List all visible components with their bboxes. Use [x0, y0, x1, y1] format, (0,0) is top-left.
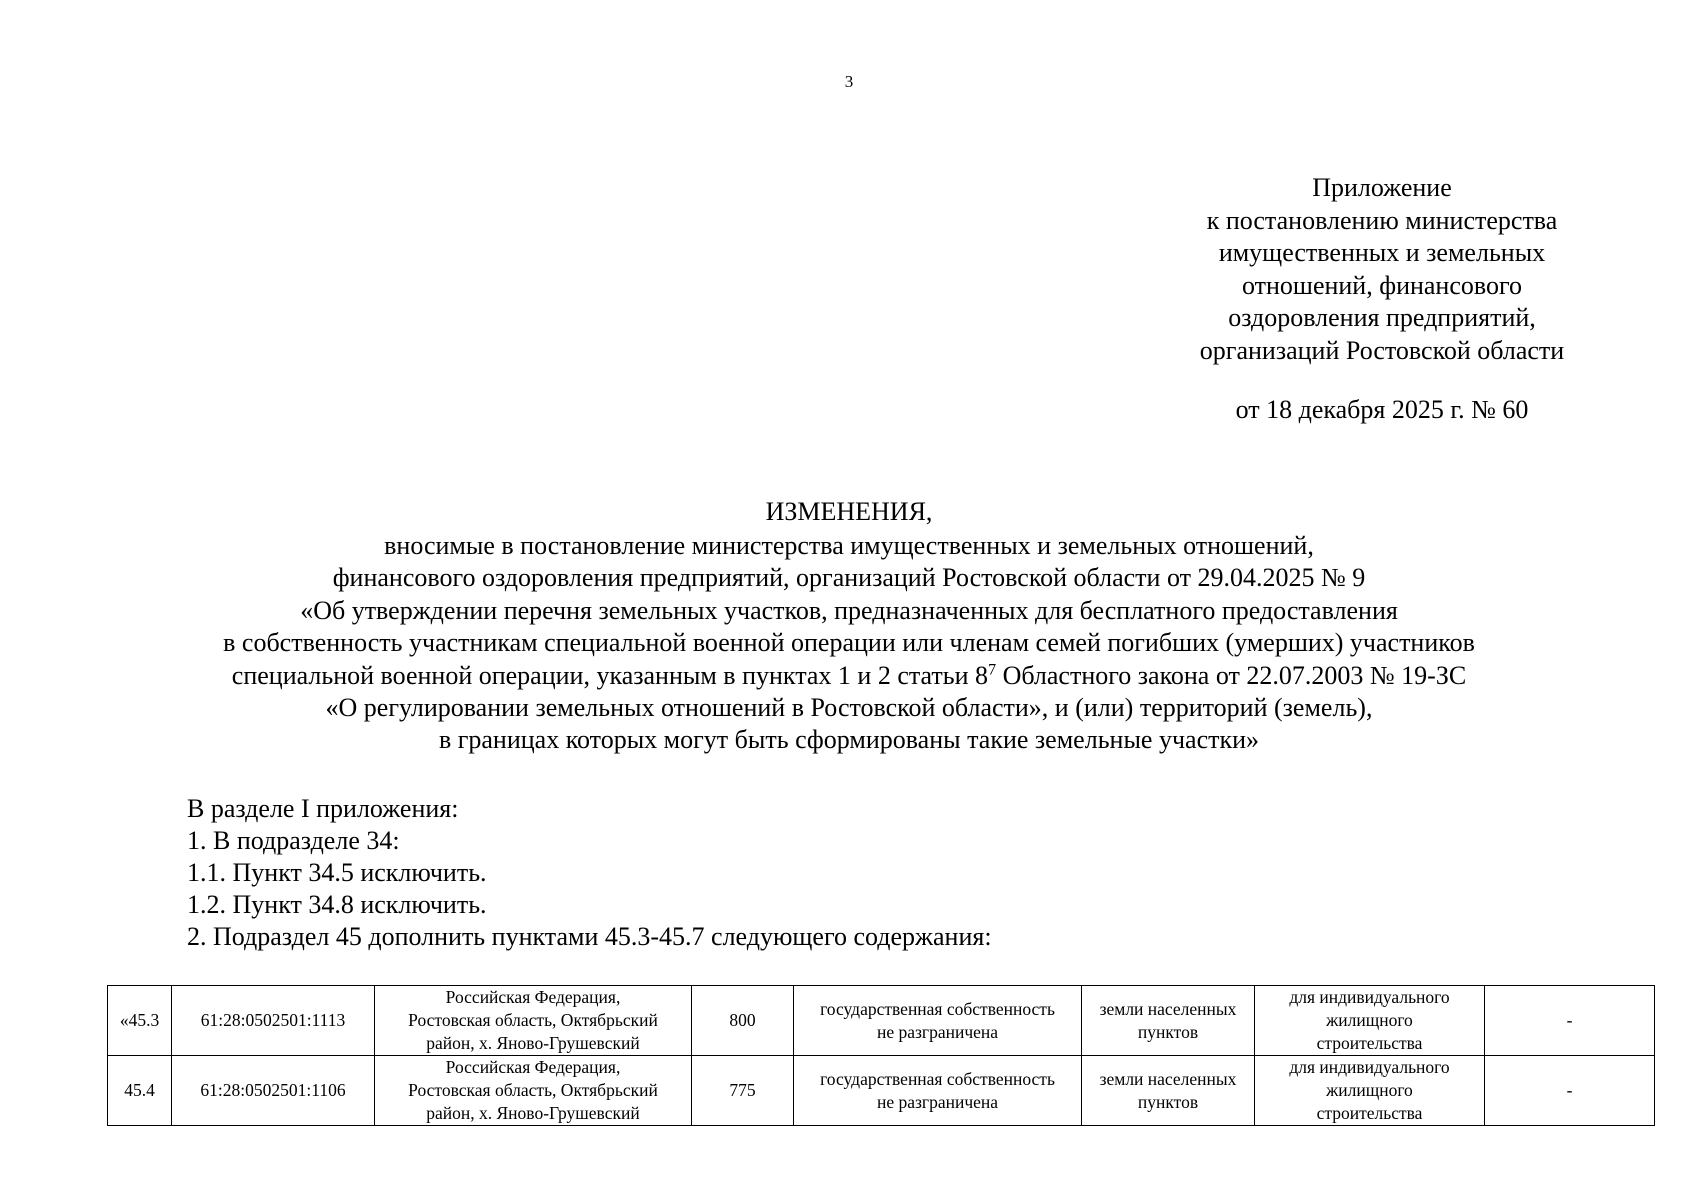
- address-line: район, х. Яново-Грушевский: [426, 1033, 640, 1053]
- subheading-line: [0, 660, 1698, 692]
- cell-note: -: [1485, 986, 1655, 1056]
- cell-address: [375, 986, 692, 1056]
- subheading-line: финансового оздоровления предприятий, организаций Ростовской области от 29.04.2025 № 9: [332, 563, 1366, 593]
- cell-number: «45.3: [108, 986, 172, 1056]
- cell-ownership: [794, 1056, 1082, 1126]
- cell-area: 800: [692, 986, 794, 1056]
- cell-area: 775: [692, 1056, 794, 1126]
- land-plots-table: [107, 985, 1655, 1126]
- cell-address: [375, 1056, 692, 1126]
- subheading-line: «О регулировании земельных отношений в Ростовской области», и (или) территорий (земель),: [325, 693, 1373, 723]
- appendix-line: организаций Ростовской области: [1199, 335, 1565, 365]
- cell-category: [1082, 986, 1255, 1056]
- usage-line: жилищного: [1326, 1080, 1413, 1100]
- subheading-line-text: Областного закона от 22.07.2003 № 19-ЗС: [996, 660, 1467, 690]
- cell-cadastral: 61:28:0502501:1106: [172, 1056, 375, 1126]
- cell-note: -: [1485, 1056, 1655, 1126]
- subheading-line: вносимые в постановление министерства имущественных и земельных отношений,: [384, 531, 1314, 560]
- appendix-line: Приложение: [1312, 173, 1452, 202]
- instruction-line: 1.2. Пункт 34.8 исключить.: [187, 890, 487, 919]
- instructions: [187, 793, 1487, 953]
- appendix-line: к постановлению министерства: [1206, 205, 1558, 235]
- address-line: Российская Федерация,: [445, 987, 621, 1007]
- document-heading: ИЗМЕНЕНИЯ,: [765, 497, 933, 526]
- table-row: [108, 1056, 1655, 1126]
- instruction-line: В разделе I приложения:: [187, 794, 459, 823]
- category-line: пунктов: [1137, 1091, 1199, 1112]
- instruction-line: 1. В подразделе 34:: [187, 826, 400, 855]
- instruction-line: 2. Подраздел 45 дополнить пунктами 45.3-45.7 следующего содержания:: [187, 922, 992, 951]
- usage-line: для индивидуального: [1289, 1057, 1450, 1077]
- page-number: 3: [844, 72, 854, 91]
- category-line: пунктов: [1137, 1021, 1199, 1042]
- ownership-line: не разграничена: [876, 1021, 999, 1042]
- cell-usage: [1255, 986, 1485, 1056]
- cell-number: 45.4: [108, 1056, 172, 1126]
- address-line: Российская Федерация,: [445, 1057, 621, 1077]
- address-line: Ростовская область, Октябрьский: [408, 1080, 658, 1100]
- category-line: земли населенных: [1099, 1068, 1237, 1089]
- appendix-line: оздоровления предприятий,: [1228, 303, 1536, 332]
- instruction-line: 1.1. Пункт 34.5 исключить.: [187, 858, 487, 887]
- cell-ownership: [794, 986, 1082, 1056]
- usage-line: строительства: [1316, 1103, 1423, 1123]
- category-line: земли населенных: [1099, 998, 1237, 1019]
- cell-usage: [1255, 1056, 1485, 1126]
- subheading-line-text: специальной военной операции, указанным в пунктах 1 и 2 статьи 8: [231, 660, 989, 690]
- appendix-date: от 18 декабря 2025 г. № 60: [1235, 395, 1529, 424]
- document-subheading: [0, 530, 1698, 757]
- subheading-line: в собственность участникам специальной военной операции или членам семей погибших (умерших) участников: [223, 628, 1475, 658]
- ownership-line: не разграничена: [876, 1091, 999, 1112]
- address-line: район, х. Яново-Грушевский: [426, 1103, 640, 1123]
- ownership-line: государственная собственность: [820, 1068, 1055, 1089]
- usage-line: строительства: [1316, 1033, 1423, 1053]
- usage-line: жилищного: [1326, 1010, 1413, 1030]
- cell-cadastral: 61:28:0502501:1113: [172, 986, 375, 1056]
- subheading-line: в границах которых могут быть сформированы такие земельные участки»: [438, 725, 1260, 755]
- appendix-line: отношений, финансового: [1241, 270, 1523, 300]
- table-row: [108, 986, 1655, 1056]
- usage-line: для индивидуального: [1289, 987, 1450, 1007]
- cell-category: [1082, 1056, 1255, 1126]
- address-line: Ростовская область, Октябрьский: [408, 1010, 658, 1030]
- appendix-line: имущественных и земельных: [1218, 238, 1546, 267]
- ownership-line: государственная собственность: [820, 998, 1055, 1019]
- article-superscript: 7: [988, 660, 997, 678]
- appendix-block: [1176, 172, 1588, 427]
- subheading-line: «Об утверждении перечня земельных участков, предназначенных для бесплатного предоставления: [300, 595, 1398, 625]
